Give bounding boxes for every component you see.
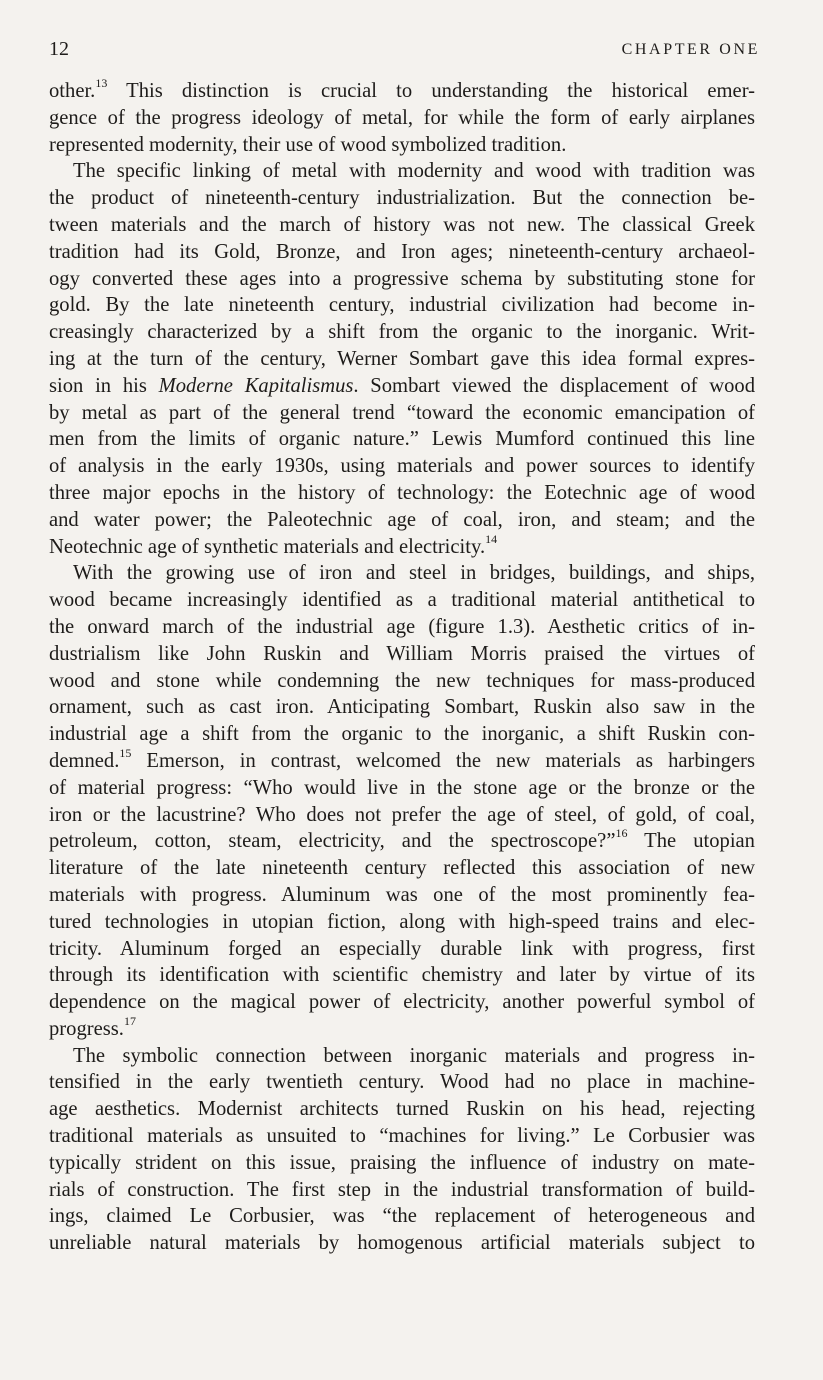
text-line [49,212,755,239]
text-run: unreliable natural materials by homogenous artificial materials subject to [49,1232,755,1255]
text-line [49,426,755,453]
text-run: ings, claimed Le Corbusier, was “the replacement of heterogeneous and [49,1205,755,1228]
page-number: 12 [49,38,69,60]
text-run: the onward march of the industrial age (figure 1.3). Aesthetic critics of in- [49,615,755,638]
text-line [49,587,755,614]
text-line [49,400,755,427]
text-run: dependence on the magical power of electricity, another powerful symbol of [49,991,755,1014]
text-run: by metal as part of the general trend “toward the economic emancipation of [49,401,755,424]
text-line [49,1096,755,1123]
text-run: industrial age a shift from the organic to the inorganic, a shift Ruskin con- [49,723,755,746]
text-run: through its identification with scientific chemistry and later by virtue of its [49,964,755,987]
text-line [49,319,755,346]
text-line [49,158,755,185]
text-run: iron or the lacustrine? Who does not prefer the age of steel, of gold, of coal, [49,803,755,826]
text-line [49,292,755,319]
text-run: typically strident on this issue, praising the influence of industry on mate- [49,1151,755,1174]
text-line [49,105,755,132]
text-run: Emerson, in contrast, welcomed the new materials as harbingers [131,749,755,772]
text-line [49,480,755,507]
text-line [49,882,755,909]
text-run: wood and stone while condemning the new techniques for mass-produced [49,669,755,692]
text-run: sion in his [49,374,159,397]
page-header [49,38,760,68]
text-line [49,453,755,480]
running-head: CHAPTER ONE [621,41,760,58]
footnote-ref: 16 [615,826,628,841]
text-run: tradition had its Gold, Bronze, and Iron ages; nineteenth-century archaeol- [49,240,755,263]
text-line [49,239,755,266]
text-line [49,641,755,668]
text-run: and water power; the Paleotechnic age of coal, iron, and steam; and the [49,508,755,531]
text-run: literature of the late nineteenth century reflected this association of new [49,857,755,880]
text-line [49,828,755,855]
text-run: The utopian [627,830,755,853]
text-run: represented modernity, their use of wood symbolized tradition. [49,133,567,156]
book-title: Moderne Kapitalismus [158,374,354,397]
text-line [49,185,755,212]
text-run: of analysis in the early 1930s, using materials and power sources to identify [49,455,755,478]
text-line [49,560,755,587]
text-line [49,775,755,802]
text-run: tween materials and the march of history was not new. The classical Greek [49,213,755,236]
text-line [49,531,755,561]
text-run: . Sombart viewed the displacement of wood [353,374,755,397]
text-run: three major epochs in the history of technology: the Eotechnic age of wood [49,481,755,504]
text-run: progress. [49,1017,124,1040]
body-text [49,78,755,1257]
text-run: This distinction is crucial to understanding the historical emer- [107,80,755,102]
text-line [49,855,755,882]
text-run: With the growing use of iron and steel in bridges, buildings, and ships, [73,562,755,585]
text-line [49,1150,755,1177]
footnote-ref: 13 [95,76,108,91]
text-run: traditional materials as unsuited to “machines for living.” Le Corbusier was [49,1125,755,1148]
text-run: of material progress: “Who would live in the stone age or the bronze or the [49,776,755,799]
text-run: dustrialism like John Ruskin and William Morris praised the virtues of [49,642,755,665]
text-run: other. [49,80,96,102]
text-line [49,1043,755,1070]
text-run: demned. [49,749,120,772]
text-line [49,1016,755,1043]
text-line [49,132,755,159]
text-run: ing at the turn of the century, Werner Sombart gave this idea formal expres- [49,347,755,370]
text-run: the product of nineteenth-century industrialization. But the connection be- [49,187,755,210]
text-line [49,1230,755,1257]
text-run: tricity. Aluminum forged an especially durable link with progress, first [49,937,755,960]
footnote-ref: 14 [485,531,498,546]
text-run: rials of construction. The first step in the industrial transformation of build- [49,1178,755,1201]
text-line [49,694,755,721]
footnote-ref: 15 [119,746,132,761]
text-run: wood became increasingly identified as a traditional material antithetical to [49,589,755,612]
footnote-ref: 17 [123,1014,136,1029]
text-run: creasingly characterized by a shift from the organic to the inorganic. Writ- [49,321,755,344]
text-line [49,507,755,534]
text-run: gence of the progress ideology of metal, for while the form of early airplanes [49,106,755,129]
text-line [49,748,755,775]
text-run: Neotechnic age of synthetic materials and electricity. [49,535,486,558]
text-line [49,266,755,293]
text-run: gold. By the late nineteenth century, industrial civilization had become in- [49,294,755,317]
text-line [49,1069,755,1096]
text-run: ornament, such as cast iron. Anticipating Sombart, Ruskin also saw in the [49,696,755,719]
text-line [49,346,755,373]
text-line [49,962,755,989]
text-line [49,1203,755,1230]
text-run: ogy converted these ages into a progressive schema by substituting stone for [49,267,755,290]
text-run: men from the limits of organic nature.” Lewis Mumford continued this line [49,428,755,451]
text-line [49,668,755,695]
text-run: age aesthetics. Modernist architects turned Ruskin on his head, rejecting [49,1098,755,1121]
text-line [49,78,755,105]
text-line [49,989,755,1016]
text-run: The specific linking of metal with modernity and wood with tradition was [73,160,755,183]
text-line [49,802,755,829]
text-line [49,721,755,748]
text-line [49,1177,755,1204]
text-run: tensified in the early twentieth century. Wood had no place in machine- [49,1071,755,1094]
text-run: tured technologies in utopian fiction, along with high-speed trains and elec- [49,910,755,933]
text-run: materials with progress. Aluminum was one of the most prominently fea- [49,883,755,906]
text-line [49,936,755,963]
text-run: The symbolic connection between inorganic materials and progress in- [73,1044,755,1067]
text-line [49,1123,755,1150]
text-run: petroleum, cotton, steam, electricity, and the spectroscope?” [49,830,616,853]
text-line [49,614,755,641]
text-line [49,373,755,400]
text-line [49,909,755,936]
